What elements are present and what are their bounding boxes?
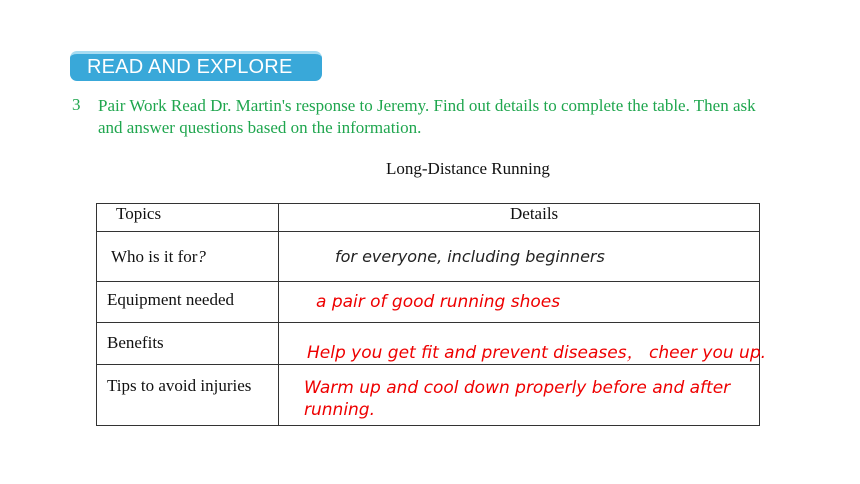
exercise-number: 3 (72, 95, 81, 114)
table-rule-bottom (96, 425, 760, 426)
header-topics: Topics (116, 204, 162, 223)
row-detail-tips-line2: running. (304, 400, 376, 420)
table-rule-header (96, 231, 760, 232)
row-detail-benefits: Help you get fit and prevent diseases， cheer you up. (307, 343, 767, 363)
row-topic-equipment: Equipment needed (107, 290, 234, 309)
table-rule-row2 (96, 322, 760, 323)
row-topic-tips: Tips to avoid injuries (107, 376, 252, 395)
banner-label: READ AND EXPLORE (87, 56, 293, 78)
table-rule-middle (278, 203, 279, 426)
table-rule-top (96, 203, 760, 204)
row-detail-equipment: a pair of good running shoes (316, 292, 561, 312)
row-detail-who: for everyone, including beginners (335, 247, 605, 266)
row-detail-tips-line1: Warm up and cool down properly before and after (304, 378, 731, 398)
row-topic-question-mark: ? (197, 247, 206, 266)
section-banner (70, 51, 322, 81)
row-topic-who: Who is it for? (111, 247, 206, 266)
table-title: Long-Distance Running (386, 159, 550, 178)
row-topic-benefits: Benefits (107, 333, 164, 352)
exercise-instruction: Pair Work Read Dr. Martin's response to Jeremy. Find out details to complete the table. Then ask and answer questions based on the information. (98, 96, 756, 137)
table-rule-row1 (96, 281, 760, 282)
table-rule-row3 (96, 364, 760, 365)
table-rule-left (96, 203, 97, 426)
table-rule-right (759, 203, 760, 426)
header-details: Details (510, 204, 559, 223)
